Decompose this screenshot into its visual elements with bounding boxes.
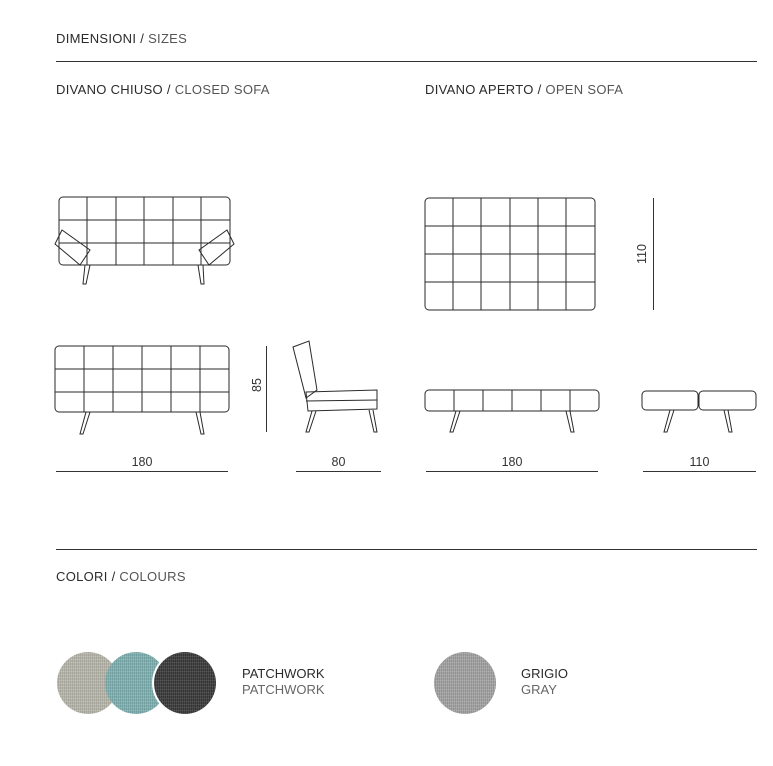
sizes-heading-en: SIZES — [148, 31, 188, 46]
colours-heading-it: COLORI — [56, 569, 108, 584]
colours-heading-en: COLOURS — [119, 569, 186, 584]
open-width-line — [426, 471, 598, 472]
heading-separator: / — [537, 82, 542, 97]
patchwork-swatch-dark[interactable] — [154, 652, 216, 714]
grigio-name-it: GRIGIO — [521, 666, 568, 681]
open-sofa-heading-en: OPEN SOFA — [545, 82, 624, 97]
closed-depth-line — [296, 471, 381, 472]
open-depth-label: 110 — [635, 244, 649, 264]
patchwork-name-en: PATCHWORK — [242, 682, 325, 697]
closed-height-label: 85 — [250, 378, 264, 392]
colours-divider — [56, 549, 757, 550]
closed-depth-label: 80 — [331, 455, 346, 469]
closed-width-label: 180 — [131, 455, 153, 469]
open-side-depth-line — [643, 471, 756, 472]
open-width-label: 180 — [501, 455, 523, 469]
open-sofa-heading-it: DIVANO APERTO — [425, 82, 534, 97]
heading-separator: / — [140, 31, 145, 46]
closed-sofa-heading-en: CLOSED SOFA — [174, 82, 270, 97]
closed-width-line — [56, 471, 228, 472]
grigio-colour-name — [521, 666, 568, 698]
open-side-depth-label: 110 — [689, 455, 710, 469]
sizes-heading-it: DIMENSIONI — [56, 31, 137, 46]
heading-separator: / — [111, 569, 116, 584]
grigio-swatch[interactable] — [434, 652, 496, 714]
heading-separator: / — [166, 82, 171, 97]
colours-heading — [56, 569, 186, 584]
patchwork-colour-name — [242, 666, 325, 698]
grigio-name-en: GRAY — [521, 682, 557, 697]
closed-sofa-heading-it: DIVANO CHIUSO — [56, 82, 163, 97]
patchwork-name-it: PATCHWORK — [242, 666, 325, 681]
